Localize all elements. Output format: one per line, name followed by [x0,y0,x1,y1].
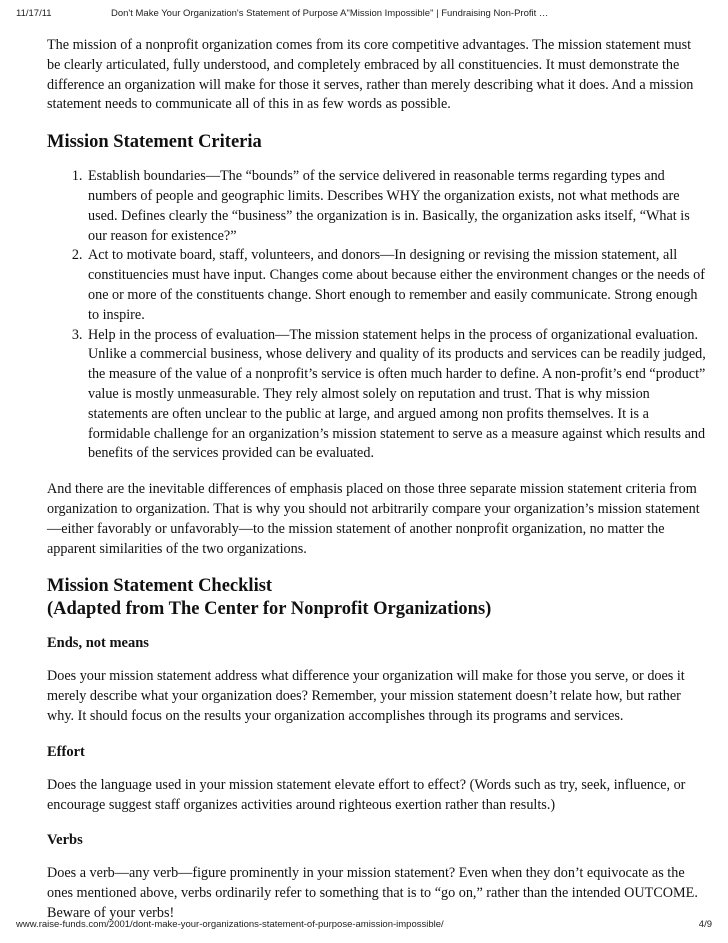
page-url: www.raise-funds.com/2001/dont-make-your-organizations-statement-of-purpose-amission-impossible/ [16,919,444,930]
checklist-heading-line1: Mission Statement Checklist [47,576,273,597]
section-title-effort: Effort [47,743,85,760]
checklist-heading-line2: (Adapted from The Center for Nonprofit Organizations) [47,599,492,620]
section-title-ends-not-means: Ends, not means [47,635,149,652]
list-item: 1. Establish boundaries—The “bounds” of the service delivered in reasonable terms regarding types and numbers of people and geographic limits. Describes WHY the organization exists, not what methods are used. Defines clearly the “business” the organization is in. Basically, the organization asks itself, “What is our reason for existence?” [86,167,707,246]
section-body-effort: Does the language used in your mission statement elevate effort to effect? (Words such as try, seek, influence, or encourage suggest staff organizes activities around righteous exertion rather than results.) [47,776,686,813]
section-title-verbs: Verbs [47,832,83,849]
page-number: 4/9 [698,919,712,930]
differences-paragraph: And there are the inevitable differences of emphasis placed on those three separate mission statement criteria from organization to organization. That is why you should not arbitrarily compare your organization’s mission statement —either favorably or unfavorably—to the mission statement of another nonprofit organization, no matter the apparent similarities of the two organizations. [47,481,700,557]
article-content [47,36,707,940]
print-page-title: Don't Make Your Organization's Statement of Purpose A"Mission Impossible" | Fundraising Non-Profit … [111,8,549,19]
criteria-heading: Mission Statement Criteria [47,132,262,153]
section-body-verbs: Does a verb—any verb—figure prominently in your mission statement? Even when they don’t equivocate as the ones mentioned above, verbs ordinarily refer to something that is to “go on,” rather than the intended OUTCOME. Beware of your verbs! [47,865,698,921]
criteria-list [47,167,707,464]
checklist-heading [47,575,707,621]
print-header [16,8,712,24]
list-item: 3. Help in the process of evaluation—The mission statement helps in the process of organizational evaluation. Unlike a commercial business, whose delivery and quality of its products and services can be readily judged, the measure of the value of a nonprofit’s service is often much harder to define. A non-profit’s end “product” value is mostly unmeasurable. They rely almost solely on reputation and trust. That is why mission statements are often unclear to the public at large, and argued among non profits themselves. It is a formidable challenge for an organization’s mission statement to serve as a measure against which results and benefits of the services provided can be evaluated. [86,326,707,465]
intro-paragraph: The mission of a nonprofit organization comes from its core competitive advantages. The mission statement must be clearly articulated, fully understood, and completely embraced by all constituencies. It must demonstrate the difference an organization will make for those it serves, rather than merely describing what it does. And a mission statement needs to communicate all of this in as few words as possible. [47,37,694,113]
print-footer [16,919,712,933]
print-date: 11/17/11 [16,8,52,19]
section-body-ends-not-means: Does your mission statement address what difference your organization will make for those you serve, or does it merely describe what your organization does? Remember, your mission statement doesn’t relate how, but rather why. It should focus on the results your organization accomplishes through its programs and services. [47,668,685,724]
list-item: 2. Act to motivate board, staff, volunteers, and donors—In designing or revising the mission statement, all constituencies must have input. Changes come about because either the environment changes or the needs of one or more of the constituents change. Short enough to remember and easily communicate. Strong enough to inspire. [86,246,707,325]
